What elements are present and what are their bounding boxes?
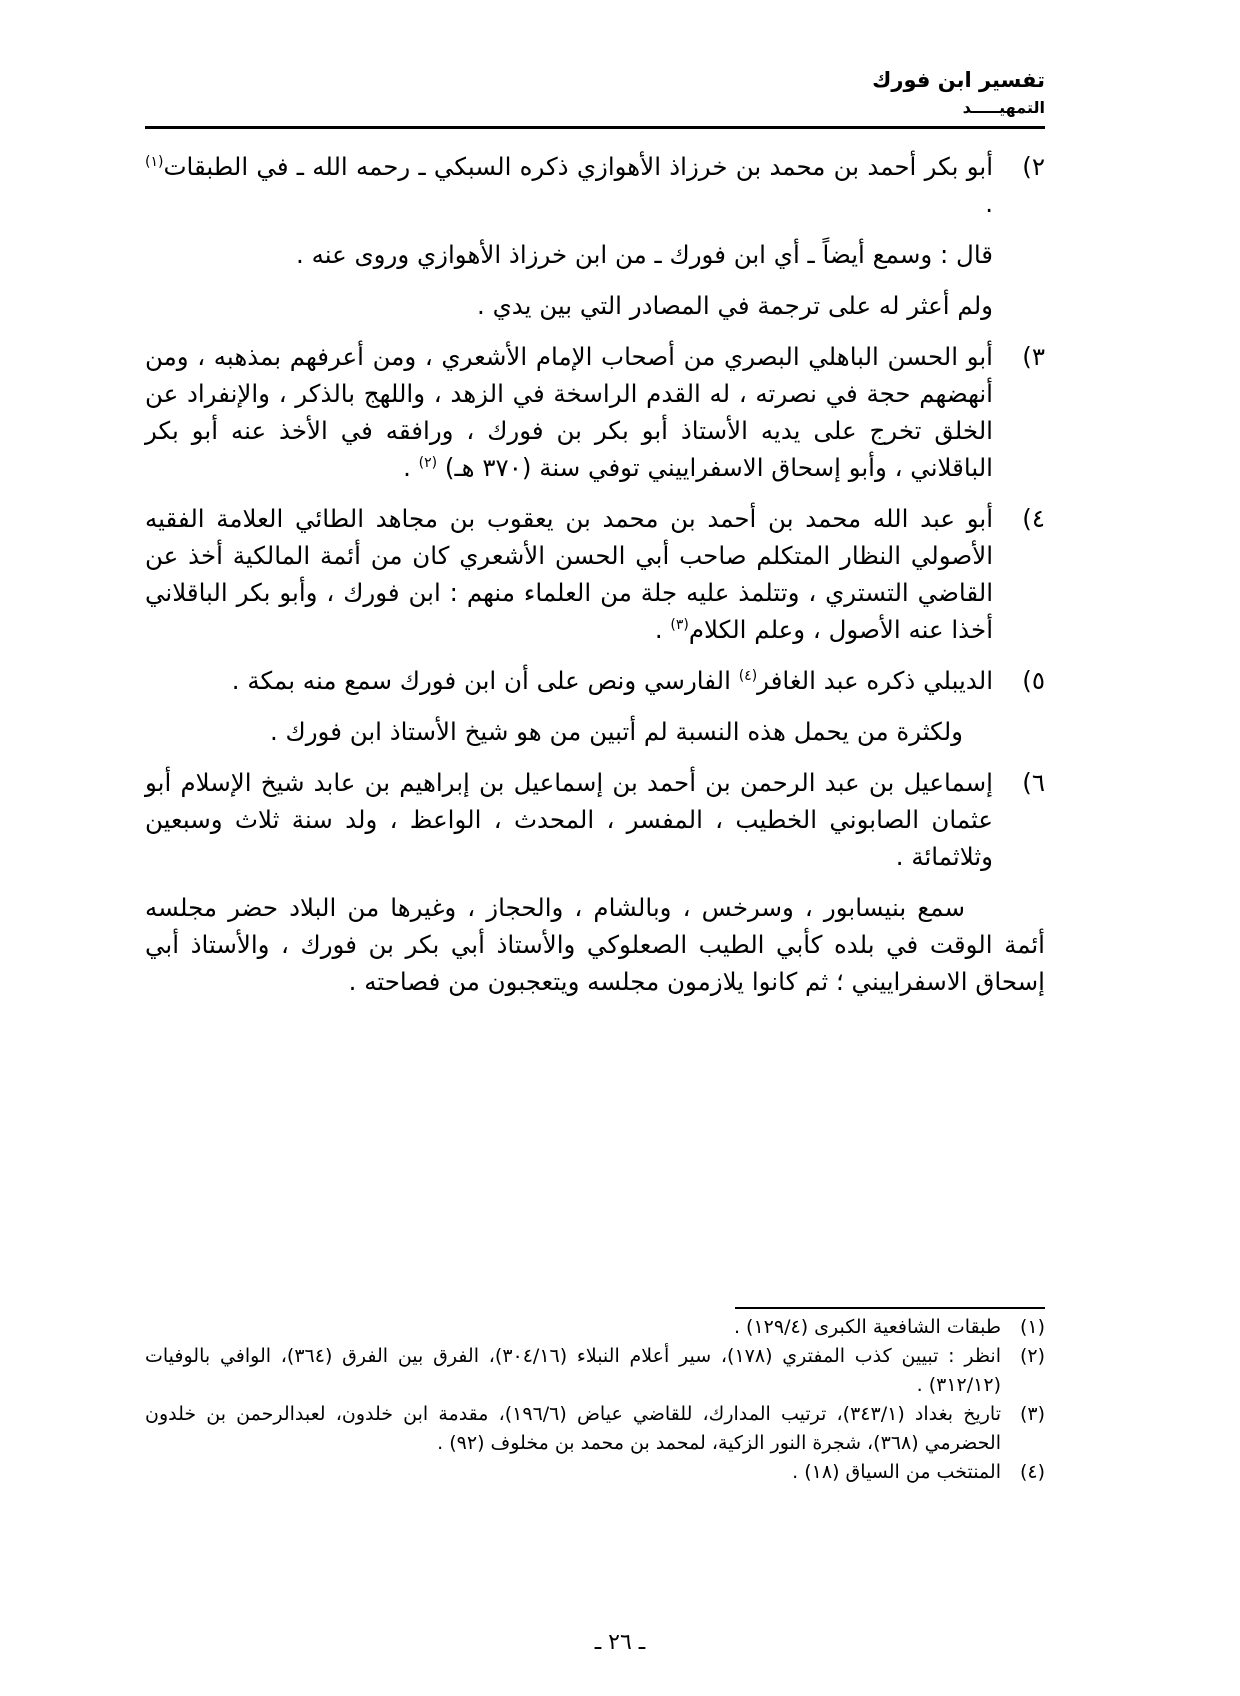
footnote-number: (٢) — [1019, 1345, 1045, 1367]
item-text-part: أبو الحسن الباهلي البصري من أصحاب الإمام الأشعري ، ومن أعرفهم بمذهبه ، ومن أنهضهم حجة في نصرته ، له القدم الراسخة في الزهد ، واللهج بالذكر ، والإنفراد عن الخلق تخرج على يديه الأستاذ أبو بكر بن فورك ، ورافقه في الأخذ عنه أبو بكر الباقلاني ، وأبو إسحاق الاسفراييني توفي سنة (٣٧٠ هـ) — [145, 342, 993, 482]
footnote-text: طبقات الشافعية الكبرى (١٢٩/٤) . — [733, 1316, 1001, 1338]
footnote-separator — [735, 1307, 1045, 1309]
item-text-part: . — [403, 453, 419, 482]
item-number: ٥) — [1022, 666, 1045, 695]
item-text-part: أبو بكر أحمد بن محمد بن خرزاذ الأهوازي ذكره السبكي ـ رحمه الله ـ في الطبقات — [163, 152, 993, 181]
list-item-4 — [145, 500, 1045, 648]
footnote — [145, 1342, 1045, 1400]
footnote-text: المنتخب من السياق (١٨) . — [792, 1461, 1001, 1483]
item-text-part: أبو عبد الله محمد بن أحمد بن محمد بن يعقوب بن مجاهد الطائي العلامة الفقيه الأصولي النظار المتكلم صاحب أبي الحسن الأشعري كان من أئمة المالكية أخذ عن القاضي التستري ، وتتلمذ عليه جلة من العلماء منهم : ابن فورك ، وأبو بكر الباقلاني أخذا عنه الأصول ، وعلم الكلام — [145, 504, 993, 644]
main-text — [145, 148, 1045, 1014]
footnote-ref: (٤) — [738, 667, 758, 684]
footnote-number: (٣) — [1019, 1403, 1045, 1425]
paragraph-note: ولم أعثر له على ترجمة في المصادر التي بين يدي . — [477, 291, 993, 320]
page-number: ـ ٢٦ ـ — [594, 1630, 646, 1655]
list-item-3 — [145, 338, 1045, 486]
item-text — [145, 148, 993, 222]
chapter-title: التمهيـــــد — [962, 98, 1045, 117]
list-item-2 — [145, 148, 1045, 222]
footnote — [145, 1400, 1045, 1458]
list-item-5 — [145, 662, 1045, 699]
item-number: ٤) — [1022, 504, 1045, 533]
paragraph-narration: قال : وسمع أيضاً ـ أي ابن فورك ـ من ابن خرزاذ الأهوازي وروى عنه . — [296, 240, 993, 269]
footnote-number: (٤) — [1019, 1461, 1045, 1483]
footnote-text: انظر : تبيين كذب المفتري (١٧٨)، سير أعلام النبلاء (٣٠٤/١٦)، الفرق بين الفرق (٣٦٤)، الوافي بالوفيات (٣١٢/١٢) . — [145, 1345, 1001, 1396]
item-text — [145, 662, 993, 699]
item-text-part: الفارسي ونص على أن ابن فورك سمع منه بمكة . — [231, 666, 739, 695]
item-number: ٢) — [1022, 152, 1045, 181]
header-rule — [145, 126, 1045, 129]
footnote-number: (١) — [1019, 1316, 1045, 1338]
footnote — [145, 1458, 1045, 1487]
running-header — [145, 62, 1045, 118]
item-text-part: . — [985, 189, 993, 218]
footnote — [145, 1313, 1045, 1342]
book-title: تفسير ابن فورك — [872, 68, 1045, 92]
item-text-part: الديبلي ذكره عبد الغافر — [757, 666, 993, 695]
item-text — [145, 764, 993, 875]
item-number: ٣) — [1022, 342, 1045, 371]
item-text — [145, 338, 993, 486]
item-text — [145, 500, 993, 648]
paragraph-biography: سمع بنيسابور ، وسرخس ، وبالشام ، والحجاز ، وغيرها من البلاد حضر مجلسه أئمة الوقت في بلده كأبي الطيب الصعلوكي والأستاذ أبي بكر بن فورك ، والأستاذ أبي إسحاق الاسفراييني ؛ ثم كانوا يلازمون مجلسه ويتعجبون من فصاحته . — [145, 893, 1045, 996]
footnote-ref: (٣) — [670, 616, 689, 633]
item-text-part: إسماعيل بن عبد الرحمن بن أحمد بن إسماعيل بن إبراهيم بن عابد شيخ الإسلام أبو عثمان الصابوني الخطيب ، المفسر ، المحدث ، الواعظ ، ولد سنة ثلاث وسبعين وثلاثمائة . — [145, 768, 993, 871]
paragraph-note: ولكثرة من يحمل هذه النسبة لم أتبين من هو شيخ الأستاذ ابن فورك . — [269, 717, 963, 746]
item-text-part: . — [654, 615, 671, 644]
footnote-text: تاريخ بغداد (٣٤٣/١)، ترتيب المدارك، للقاضي عياض (١٩٦/٦)، مقدمة ابن خلدون، لعبدالرحمن بن خلدون الحضرمي (٣٦٨)، شجرة النور الزكية، لمحمد بن محمد بن مخلوف (٩٢) . — [145, 1403, 1002, 1454]
footnote-ref: (١) — [145, 153, 164, 170]
footnote-ref: (٢) — [418, 454, 438, 471]
list-item-6 — [145, 764, 1045, 875]
item-number: ٦) — [1022, 768, 1045, 797]
footnotes — [145, 1313, 1045, 1487]
